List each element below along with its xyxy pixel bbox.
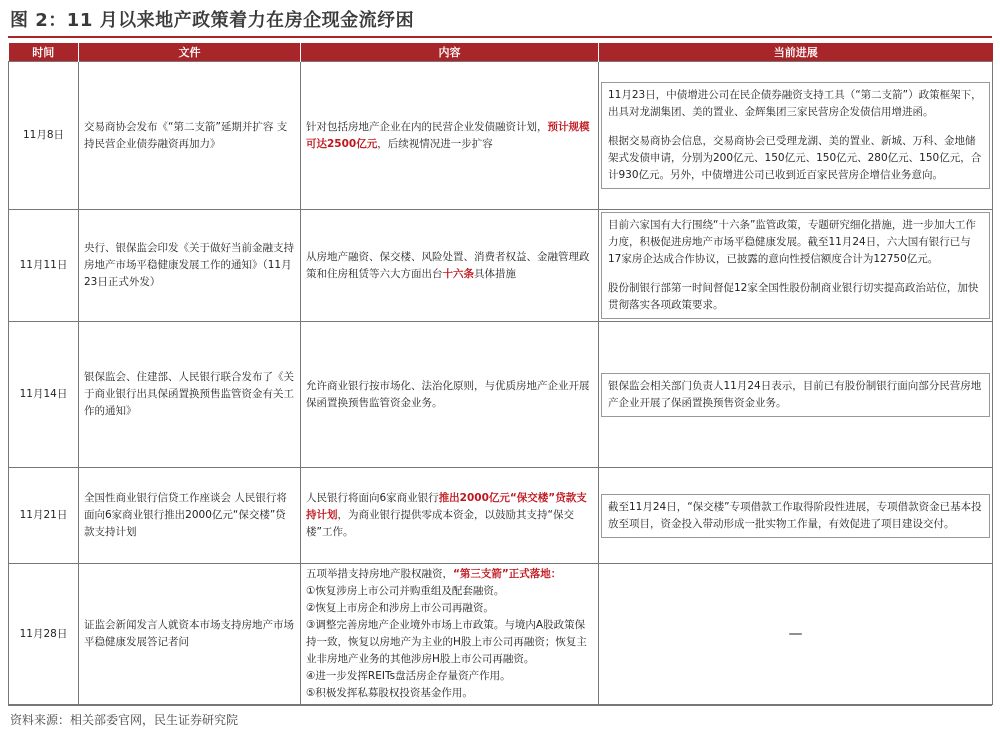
content-text: ，后续视情况进一步扩容 [377, 137, 493, 150]
row-date: 11月28日 [9, 564, 79, 705]
row-progress [599, 322, 993, 468]
progress-box [601, 212, 990, 319]
row-file: 央行、银保监会印发《关于做好当前金融支持房地产市场平稳健康发展工作的通知》（11月23日正式外发） [79, 210, 301, 322]
progress-empty-dash: — [788, 625, 803, 642]
row-progress [599, 468, 993, 564]
row-file: 证监会新闻发言人就资本市场支持房地产市场平稳健康发展答记者问 [79, 564, 301, 705]
content-text: 人民银行将面向6家商业银行 [306, 492, 439, 504]
row-file: 交易商协会发布《“第二支箭”延期并扩容 支持民营企业债券融资再加力》 [79, 62, 301, 210]
figure-title: 图 2：11 月以来地产政策着力在房企现金流纾困 [10, 10, 415, 31]
content-highlight: 十六条 [442, 267, 474, 280]
header-date: 时间 [9, 43, 79, 62]
row-progress [599, 62, 993, 210]
content-highlight: 推出2000亿元“保交楼”贷款支持计划 [306, 492, 587, 521]
header-progress: 当前进展 [599, 43, 993, 62]
row-content [301, 210, 599, 322]
row-date: 11月14日 [9, 322, 79, 468]
content-text: 允许商业银行按市场化、法治化原则，与优质房地产企业开展保函置换预售监管资金业务。 [306, 379, 590, 409]
row-date: 11月21日 [9, 468, 79, 564]
progress-paragraph: 根据交易商协会信息，交易商协会已受理龙湖、美的置业、新城、万科、金地储架式发债申请，分别为200亿元、150亿元、150亿元、280亿元、150亿元，合计930亿元。另外，中债增进公司已收到近百家民营房企增信业务意向。 [608, 135, 982, 181]
progress-paragraph: 股份制银行部第一时间督促12家全国性股份制商业银行切实提高政治站位，加快贯彻落实各项政策要求。 [608, 282, 979, 311]
progress-paragraph: 银保监会相关部门负责人11月24日表示，目前已有股份制银行面向部分民营房地产企业开展了保函置换预售资金业务。 [608, 379, 982, 409]
progress-paragraph: 截至11月24日，“保交楼”专项借款工作取得阶段性进展，专项借款资金已基本投放至项目，资金投入带动形成一批实物工作量，有效促进了项目建设交付。 [608, 500, 982, 530]
table-row [9, 468, 993, 564]
table-header-row [9, 43, 993, 62]
table-row [9, 564, 993, 705]
table-row [9, 210, 993, 322]
progress-box [601, 82, 990, 189]
table-row [9, 62, 993, 210]
content-text: ，为商业银行提供零成本资金，以鼓励其支持“保交楼”工作。 [306, 509, 574, 538]
row-date: 11月11日 [9, 210, 79, 322]
content-list-item: ②恢复上市房企和涉房上市公司再融资。 [306, 602, 494, 614]
row-content [301, 564, 599, 705]
header-file: 文件 [79, 43, 301, 62]
source-note: 资料来源：相关部委官网，民生证券研究院 [10, 713, 239, 727]
row-content [301, 468, 599, 564]
content-list-item: ③调整完善房地产企业境外市场上市政策。与境内A股政策保持一致，恢复以房地产为主业的H股上市公司再融资；恢复主业非房地产业务的其他涉房H股上市公司再融资。 [306, 619, 587, 665]
policy-table [8, 43, 993, 705]
progress-box [601, 622, 990, 647]
content-text: 从房地产融资、保交楼、风险处置、消费者权益、金融管理政策和住房租赁等六大方面出台 [306, 250, 590, 280]
row-file: 全国性商业银行信贷工作座谈会 人民银行将面向6家商业银行推出2000亿元“保交楼”贷款支持计划 [79, 468, 301, 564]
content-text: 针对包括房地产企业在内的民营企业发债融资计划， [306, 120, 548, 133]
content-list-item: ⑤积极发挥私募股权投资基金作用。 [306, 687, 473, 699]
title-rule [8, 36, 992, 38]
header-content: 内容 [301, 43, 599, 62]
table-row [9, 322, 993, 468]
row-date: 11月8日 [9, 62, 79, 210]
row-content [301, 62, 599, 210]
row-progress [599, 564, 993, 705]
content-list-item: ①恢复涉房上市公司并购重组及配套融资。 [306, 585, 505, 597]
progress-box [601, 373, 990, 417]
progress-box [601, 494, 990, 538]
progress-paragraph: 目前六家国有大行围绕“十六条”监管政策，专题研究细化措施，进一步加大工作力度，积极促进房地产市场平稳健康发展。截至11月24日，六大国有银行已与17家房企达成合作协议，已披露的意向性授信额度合计为12750亿元。 [608, 219, 976, 265]
row-content [301, 322, 599, 468]
content-highlight: 预计规模可达2500亿元 [306, 120, 590, 150]
content-list-item: ④进一步发挥REITs盘活房企存量资产作用。 [306, 670, 511, 682]
content-highlight: “第三支箭”正式落地： [453, 568, 562, 580]
row-file: 银保监会、住建部、人民银行联合发布了《关于商业银行出具保函置换预售监管资金有关工作的通知》 [79, 322, 301, 468]
content-text: 具体措施 [474, 267, 516, 280]
row-progress [599, 210, 993, 322]
bottom-rule [8, 705, 992, 706]
progress-paragraph: 11月23日，中债增进公司在民企债券融资支持工具（“第二支箭”）政策框架下，出具对龙湖集团、美的置业、金辉集团三家民营房企发债信用增进函。 [608, 89, 982, 118]
content-text: 五项举措支持房地产股权融资， [306, 568, 453, 580]
